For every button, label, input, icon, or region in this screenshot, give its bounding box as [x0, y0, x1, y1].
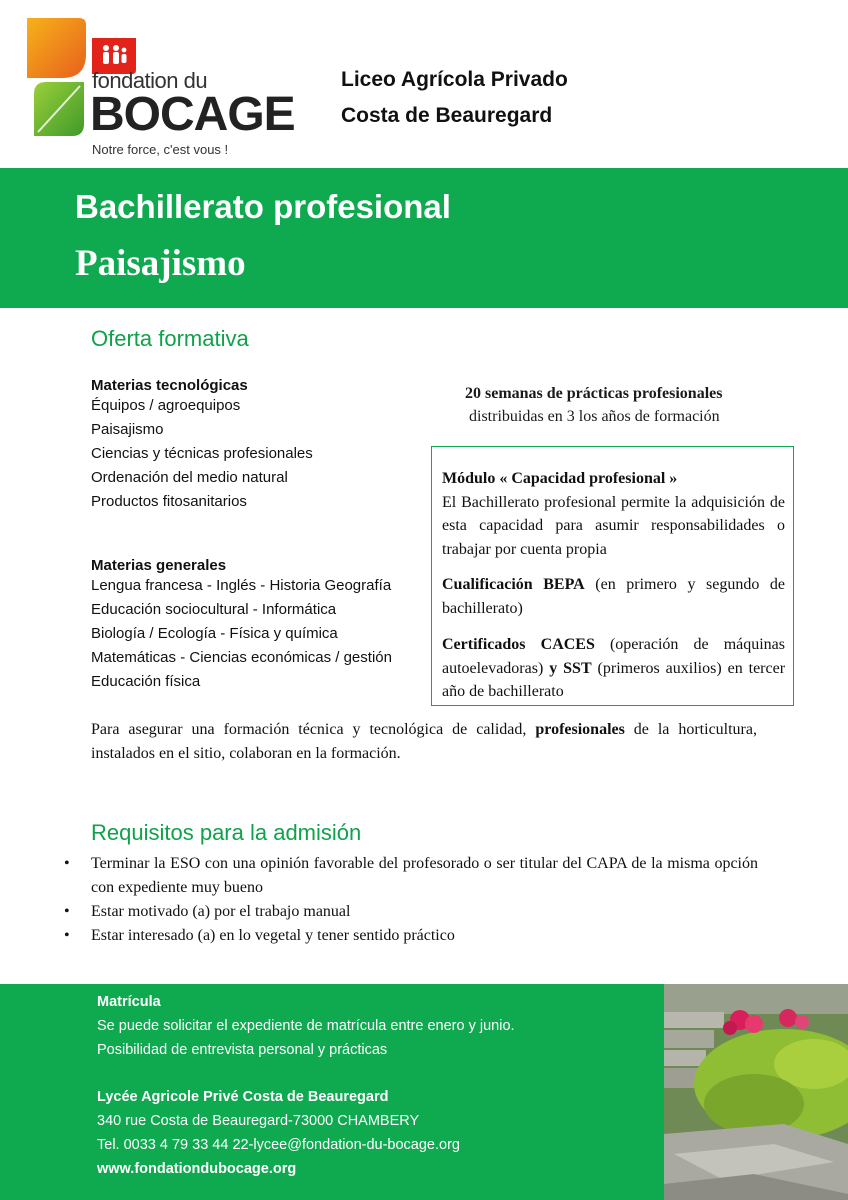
school-name-line1: Liceo Agrícola Privado	[341, 68, 568, 91]
para-bold: profesionales	[535, 721, 625, 738]
org-address: 340 rue Costa de Beauregard-73000 CHAMBERY	[97, 1113, 420, 1129]
logo-tagline: Notre force, c'est vous !	[92, 142, 229, 157]
program-subtitle: Paisajismo	[75, 243, 246, 284]
bepa-text: (en primero y segundo de bachillerato)	[442, 576, 785, 617]
list-item: Educación sociocultural - Informática	[91, 601, 337, 618]
logo-text-fondation: fondation du	[92, 68, 208, 93]
list-item: • Estar interesado (a) en lo vegetal y tener sentido práctico	[64, 924, 758, 948]
list-item: Ciencias y técnicas profesionales	[91, 445, 313, 462]
bepa-title: Cualificación BEPA	[442, 576, 585, 593]
list-item: Lengua francesa - Inglés - Historia Geografía	[91, 577, 392, 594]
enroll-line2: Posibilidad de entrevista personal y prácticas	[97, 1042, 388, 1058]
logo-text-bocage: BOCAGE	[90, 88, 295, 141]
module-paragraph	[442, 467, 785, 561]
school-name-line2: Costa de Beauregard	[341, 104, 553, 127]
general-subjects-title: Materias generales	[91, 557, 227, 574]
enroll-title: Matrícula	[97, 994, 161, 1010]
program-title: Bachillerato profesional	[75, 188, 451, 225]
requirements-list	[64, 852, 758, 948]
list-item: Matemáticas - Ciencias económicas / gestión	[91, 649, 392, 666]
module-title: Módulo « Capacidad profesional »	[442, 470, 678, 487]
list-item: Paisajismo	[91, 421, 164, 438]
caces-text: (operación de máquinas autoelevadoras)	[442, 636, 786, 677]
module-text: El Bachillerato profesional permite la adquisición de esta capacidad para asumir responsabilidades o trabajar por cuenta propia	[442, 493, 785, 558]
list-item: Équipos / agroequipos	[91, 397, 241, 414]
list-item: Ordenación del medio natural	[91, 469, 288, 486]
list-item: Educación física	[91, 673, 201, 690]
list-item: • Estar motivado (a) por el trabajo manual	[64, 900, 758, 924]
internship-weeks-title: 20 semanas de prácticas profesionales	[465, 385, 723, 402]
list-item: • Terminar la ESO con una opinión favorable del profesorado o ser titular del CAPA de la misma opción con expediente muy bueno	[64, 852, 758, 900]
tech-subjects-list	[91, 377, 421, 514]
bepa-paragraph	[442, 573, 785, 620]
para-text-start: Para asegurar una formación técnica y tecnológica de calidad,	[91, 721, 536, 738]
caces-paragraph	[442, 633, 785, 704]
professionals-paragraph	[91, 718, 757, 766]
section-heading-requirements: Requisitos para la admisión	[91, 820, 362, 845]
list-item: Biología / Ecología - Física y química	[91, 625, 338, 642]
general-subjects-list	[91, 557, 421, 694]
garden-photo	[664, 984, 848, 1200]
garden-image-icon	[664, 984, 848, 1200]
tech-subjects-title: Materias tecnológicas	[91, 377, 248, 394]
caces-title: Certificados CACES	[442, 636, 595, 653]
org-website[interactable]: www.fondationdubocage.org	[97, 1161, 297, 1177]
para-text-end: de la horticultura, instalados en el sitio, colaboran en la formación.	[91, 721, 757, 762]
sst-title: y SST	[549, 659, 592, 677]
enroll-line1: Se puede solicitar el expediente de matrícula entre enero y junio.	[97, 1018, 515, 1034]
org-contact: Tel. 0033 4 79 33 44 22-lycee@fondation-du-bocage.org	[97, 1137, 460, 1153]
org-name: Lycée Agricole Privé Costa de Beauregard	[97, 1089, 389, 1105]
internship-weeks-subtitle: distribuidas en 3 los años de formación	[469, 408, 720, 425]
sst-text: (primeros auxilios) en tercer año de bachillerato	[442, 659, 786, 700]
section-heading-offer: Oferta formativa	[91, 326, 249, 351]
list-item: Productos fitosanitarios	[91, 493, 247, 510]
